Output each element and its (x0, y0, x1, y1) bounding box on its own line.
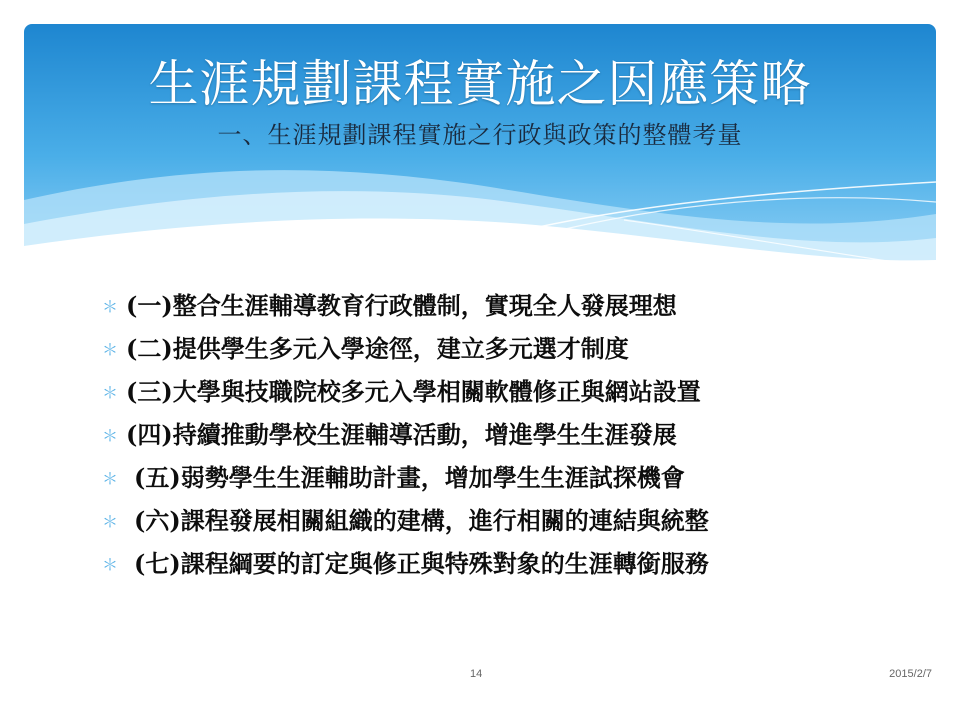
list-item (96, 499, 916, 542)
slide-date: 2015/2/7 (889, 668, 932, 680)
list-item-text: (七)課程綱要的訂定與修正與特殊對象的生涯轉銜服務 (134, 548, 709, 578)
list-item (96, 542, 916, 585)
list-item-text: (五)弱勢學生生涯輔助計畫，增加學生生涯試探機會 (134, 462, 685, 492)
slide-subtitle: 一、生涯規劃課程實施之行政與政策的整體考量 (217, 121, 743, 149)
bullet-list (96, 284, 916, 585)
title-banner (24, 24, 936, 264)
asterisk-bullet-icon: ＊ (102, 426, 119, 445)
list-item (96, 456, 916, 499)
list-item-text: (四)持續推動學校生涯輔導活動，增進學生生涯發展 (126, 419, 677, 449)
list-item-text: (六)課程發展相關組織的建構，進行相關的連結與統整 (134, 505, 709, 535)
list-item-text: (二)提供學生多元入學途徑，建立多元選才制度 (126, 333, 629, 363)
list-item (96, 413, 916, 456)
list-item (96, 327, 916, 370)
asterisk-bullet-icon: ＊ (102, 555, 119, 574)
asterisk-bullet-icon: ＊ (102, 383, 119, 402)
list-item (96, 284, 916, 327)
asterisk-bullet-icon: ＊ (102, 512, 119, 531)
list-item-text: (三)大學與技職院校多元入學相關軟體修正與網站設置 (126, 376, 701, 406)
page-number: 14 (470, 668, 483, 680)
asterisk-bullet-icon: ＊ (102, 297, 119, 316)
slide-title: 生涯規劃課程實施之因應策略 (148, 55, 812, 113)
list-item (96, 370, 916, 413)
list-item-text: (一)整合生涯輔導教育行政體制，實現全人發展理想 (126, 290, 677, 320)
asterisk-bullet-icon: ＊ (102, 340, 119, 359)
asterisk-bullet-icon: ＊ (102, 469, 119, 488)
